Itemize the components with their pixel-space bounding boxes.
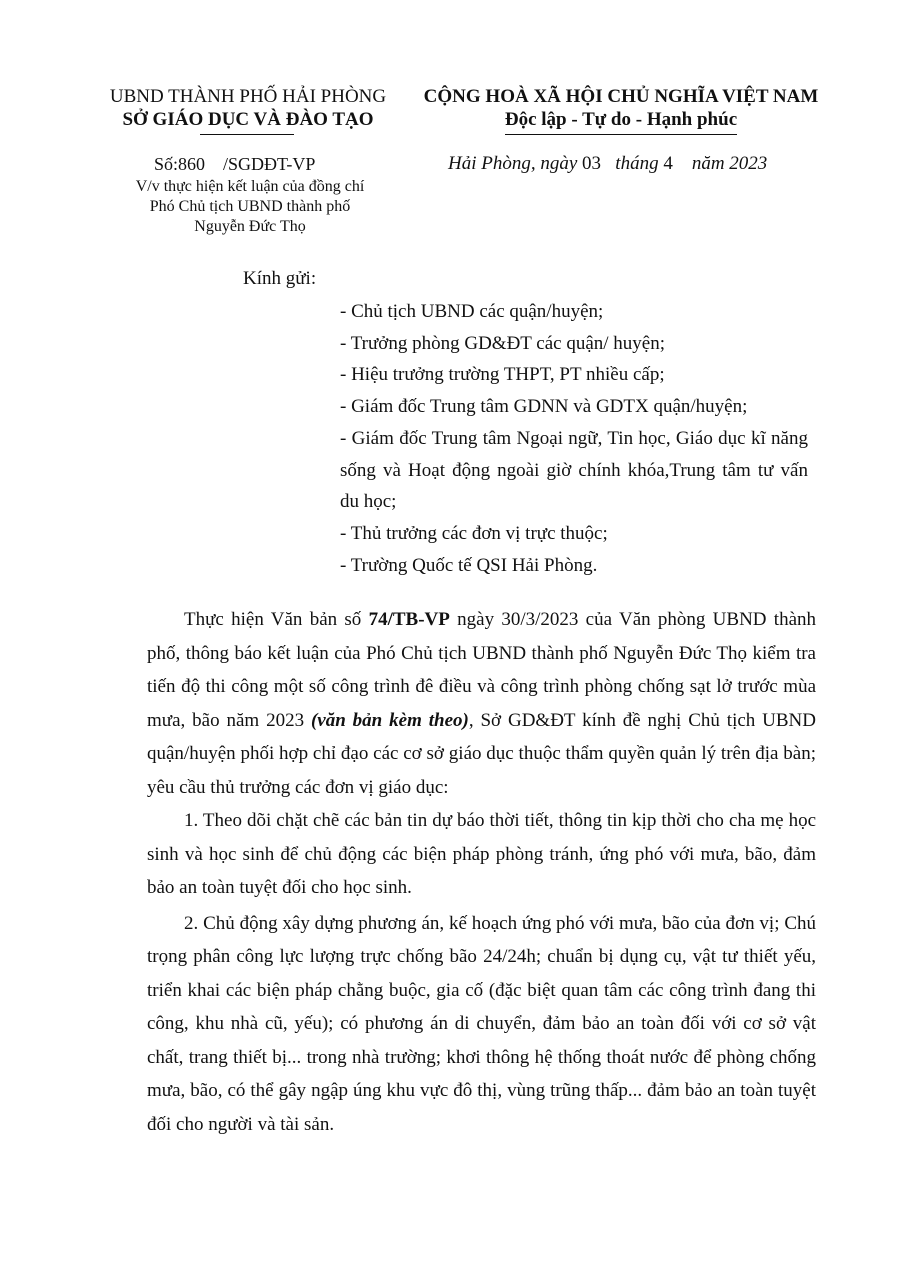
document-body [147,603,816,1141]
header-underline-right [505,134,737,135]
recipient-item: - Hiệu trưởng trường THPT, PT nhiều cấp; [340,364,665,386]
document-number-label: Số: [154,154,179,174]
date-month: 4 [663,153,673,174]
document-number [154,154,315,175]
recipient-item: - Trường Quốc tế QSI Hải Phòng. [340,554,598,576]
date-day: 03 [582,153,602,174]
subject-line: V/v thực hiện kết luận của đồng chí [135,178,365,195]
document-number-code: /SGDĐT-VP [223,154,316,174]
document-number-value: 860 [178,154,206,174]
recipient-item: - Trưởng phòng GD&ĐT các quận/ huyện; [340,332,666,354]
recipient-item: - Chủ tịch UBND các quận/huyện; [340,301,604,322]
attachment-note: (văn bản kèm theo) [310,709,469,731]
recipient-list [340,296,808,581]
directive-item-1: 1. Theo dõi chặt chẽ các bản tin dự báo thời tiết, thông tin kịp thời cho cha mẹ học sinh và học sinh để chủ động các biện pháp phòng tránh, ứng phó với mưa, bão, đảm bảo an toàn tuyệt đối cho học sinh. [147,810,816,898]
date-month-label: tháng [615,153,659,174]
intro-text-b: ngày 30/3/2023 của Văn phòng UBND thành phố, thông báo kết luận của Phó Chủ tịch UBND thành phố Nguyễn Đức Thọ kiểm tra tiến độ thi công một số công trình đê điều và công trình phòng chống sạt lở trước mùa mưa, bão năm 2023 [147,609,817,731]
directive-item-2: 2. Chủ động xây dựng phương án, kế hoạch ứng phó với mưa, bão của đơn vị; Chú trọng phân công lực lượng trực chống bão 24/24h; chuẩn bị dụng cụ, vật tư thiết yếu, triển khai các biện pháp chằng buộc, gia cố (đặc biệt quan tâm các công trình đang thi công, khu nhà cũ, yếu); có phương án di chuyển, đảm bảo an toàn đối với cơ sở vật chất, trang thiết bị... trong nhà trường; khơi thông hệ thống thoát nước để phòng chống mưa, bão, có thể gây ngập úng khu vực đô thị, vùng trũng thấp... đảm bảo an toàn tuyệt đối cho người và tài sản. [147,912,816,1135]
document-subject [120,177,380,237]
intro-text-c: , Sở GD&ĐT kính đề nghị Chủ tịch UBND quận/huyện phối hợp chỉ đạo các cơ sở giáo dục thuộc thẩm quyền quản lý trên địa bàn; yêu cầu thủ trưởng các đơn vị giáo dục: [147,709,817,798]
salutation: Kính gửi: [243,268,317,289]
recipient-item: - Thủ trưởng các đơn vị trực thuộc; [340,522,608,544]
recipient-item: - Giám đốc Trung tâm Ngoại ngữ, Tin học, Giáo dục kĩ năng sống và Hoạt động ngoài giờ chính khóa,Trung tâm tư vấn du học; [340,427,808,513]
national-title: CỘNG HOÀ XÃ HỘI CHỦ NGHĨA VIỆT NAM [423,86,819,107]
recipient-item: - Giám đốc Trung tâm GDNN và GDTX quận/huyện; [340,396,748,418]
national-motto: Độc lập - Tự do - Hạnh phúc [504,109,738,130]
issuing-authority: UBND THÀNH PHỐ HẢI PHÒNG [109,86,387,107]
header-underline-left [200,134,294,135]
issue-date [448,153,767,175]
subject-line: Phó Chủ tịch UBND thành phố [149,198,351,215]
issuing-department: SỞ GIÁO DỤC VÀ ĐÀO TẠO [122,109,374,130]
referenced-document: 74/TB-VP [368,609,450,630]
date-year: năm 2023 [691,153,768,174]
intro-text-a: Thực hiện Văn bản số [184,609,369,630]
intro-paragraph [147,603,816,804]
date-place: Hải Phòng, ngày [448,153,578,174]
subject-line: Nguyễn Đức Thọ [194,218,306,235]
